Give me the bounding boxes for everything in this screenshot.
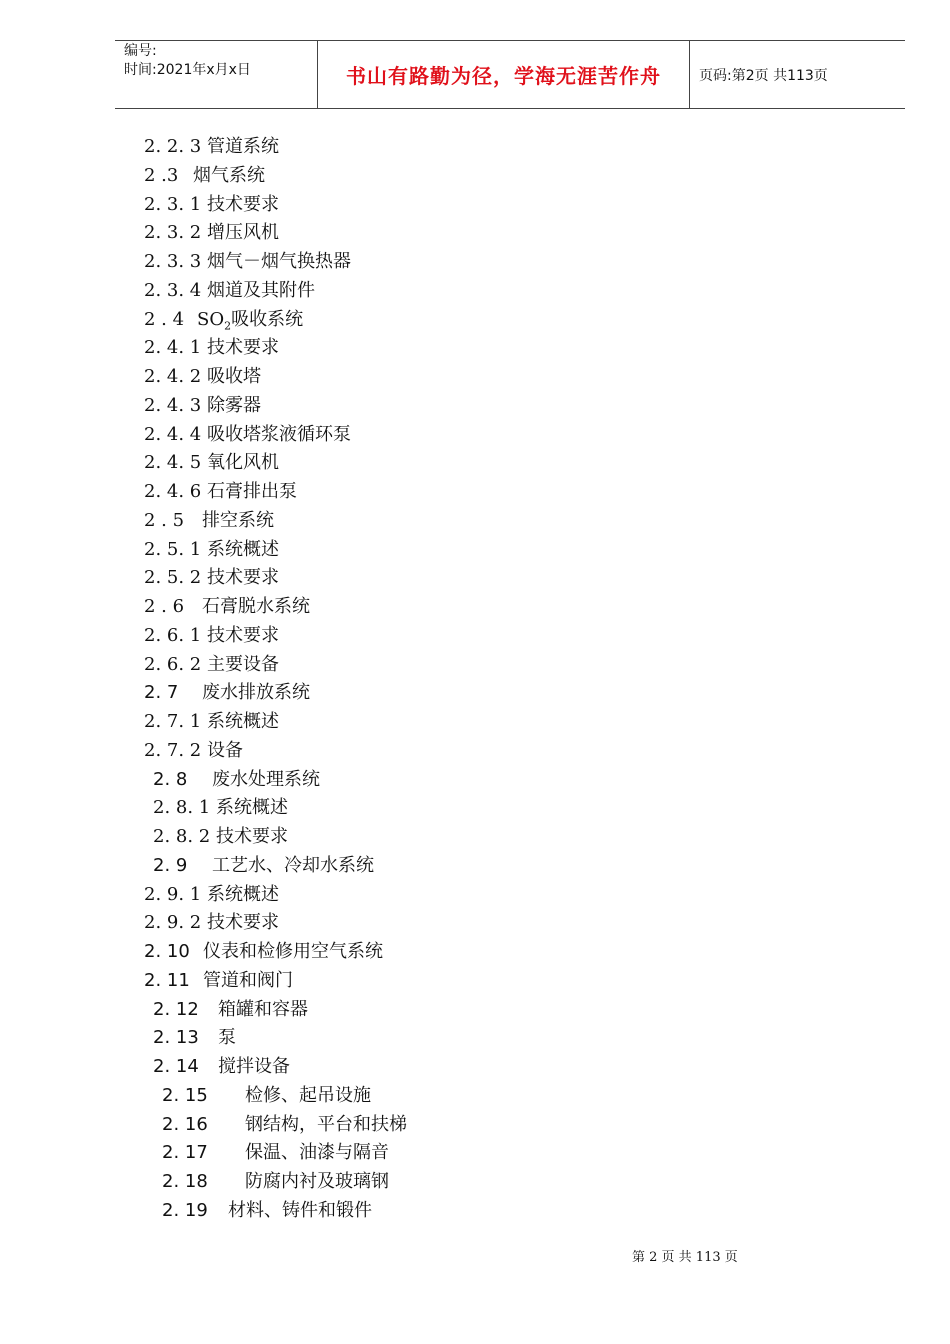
toc-entry	[153, 824, 288, 850]
toc-entry	[144, 537, 279, 563]
toc-entry	[144, 450, 279, 476]
toc-entry-number: 2. 19	[162, 1200, 208, 1221]
toc-entry-title: 系统概述	[207, 884, 279, 905]
toc-entry-number: 2. 2. 3	[144, 136, 202, 157]
toc-entry-title: 搅拌设备	[218, 1056, 290, 1077]
toc-entry-title: 工艺水、冷却水系统	[212, 855, 374, 876]
toc-entry	[153, 795, 288, 821]
toc-entry-title: 技术要求	[207, 567, 279, 588]
toc-entry	[144, 393, 261, 419]
page-footer: 第 2 页 共 113 页	[632, 1250, 738, 1265]
toc-entry-number: 2. 9	[153, 855, 188, 876]
header-motto: 书山有路勤为径，学海无涯苦作舟	[317, 41, 690, 108]
toc-entry-title: 仪表和检修用空气系统	[203, 941, 383, 962]
toc-entry-number: 2. 3. 3	[144, 251, 202, 272]
toc-entry-title: 技术要求	[207, 912, 279, 933]
toc-entry	[162, 1112, 407, 1138]
toc-entry-number: 2. 12	[153, 999, 199, 1020]
toc-entry-title: 石膏排出泵	[207, 481, 297, 502]
toc-entry-number: 2. 9. 1	[144, 884, 202, 905]
document-number-label: 编号:	[124, 43, 157, 59]
toc-entry	[144, 134, 279, 160]
toc-entry-title: 技术要求	[207, 194, 279, 215]
toc-entry	[144, 192, 279, 218]
toc-entry-title: 增压风机	[207, 222, 279, 243]
toc-entry-number: 2. 4. 1	[144, 337, 202, 358]
toc-entry-title: 废水处理系统	[212, 769, 320, 790]
toc-entry-title: 管道系统	[207, 136, 279, 157]
toc-entry-number: 2. 7. 1	[144, 711, 202, 732]
toc-entry	[153, 1025, 236, 1051]
toc-entry-number: 2. 6. 1	[144, 625, 202, 646]
toc-entry-number: 2. 7. 2	[144, 740, 202, 761]
toc-entry	[144, 968, 293, 994]
toc-entry-title: 钢结构，平台和扶梯	[245, 1114, 407, 1135]
header-page-number: 页码:第2页 共113页	[699, 67, 828, 84]
toc-entry-title: 系统概述	[216, 797, 288, 818]
toc-entry-number: 2. 8. 1	[153, 797, 211, 818]
toc-entry	[162, 1169, 389, 1195]
toc-entry-number: 2 .3	[144, 165, 179, 186]
header-meta	[115, 41, 317, 108]
toc-entry-title: 排空系统	[202, 510, 274, 531]
toc-entry-number: 2. 4. 5	[144, 452, 202, 473]
toc-entry-number: 2. 7	[144, 682, 179, 703]
toc-entry	[153, 853, 374, 879]
toc-entry	[144, 479, 297, 505]
toc-entry	[144, 249, 351, 275]
toc-entry-number: 2. 8	[153, 769, 188, 790]
toc-entry-title: 管道和阀门	[203, 970, 293, 991]
toc-entry-title-part: 吸收系统	[231, 309, 304, 330]
toc-entry-title: 技术要求	[207, 337, 279, 358]
toc-entry-title: 吸收塔	[207, 366, 261, 387]
toc-entry-title: 氧化风机	[207, 452, 279, 473]
toc-entry-title: 石膏脱水系统	[202, 596, 310, 617]
toc-entry-number: 2. 15	[162, 1085, 208, 1106]
toc-entry-number: 2 . 4	[144, 309, 185, 330]
toc-entry-title: 泵	[218, 1027, 236, 1048]
toc-entry	[144, 278, 315, 304]
toc-entry-number: 2. 13	[153, 1027, 199, 1048]
toc-entry-title: 系统概述	[207, 711, 279, 732]
toc-entry-title: 箱罐和容器	[218, 999, 308, 1020]
toc-entry-title: 材料、铸件和锻件	[228, 1200, 372, 1221]
toc-entry-number: 2. 16	[162, 1114, 208, 1135]
toc-entry-number: 2 . 5	[144, 510, 185, 531]
toc-entry-number: 2 . 6	[144, 596, 185, 617]
toc-entry	[144, 422, 351, 448]
toc-entry-title: 技术要求	[207, 625, 279, 646]
toc-entry-number: 2. 4. 4	[144, 424, 202, 445]
toc-entry-number: 2. 6. 2	[144, 654, 202, 675]
toc-entry	[162, 1083, 371, 1109]
toc-entry	[153, 1054, 290, 1080]
page-header	[115, 40, 905, 109]
toc-entry	[153, 997, 308, 1023]
toc-entry-number: 2. 17	[162, 1142, 208, 1163]
toc-entry	[144, 652, 279, 678]
toc-entry-title: 烟气系统	[193, 165, 265, 186]
toc-entry-number: 2. 14	[153, 1056, 199, 1077]
toc-entry	[144, 680, 310, 706]
toc-entry-title: 保温、油漆与隔音	[245, 1142, 389, 1163]
toc-entry	[144, 220, 279, 246]
toc-entry-title: 吸收塔浆液循环泵	[207, 424, 351, 445]
toc-entry-title: 技术要求	[216, 826, 288, 847]
toc-entry-title: 系统概述	[207, 539, 279, 560]
toc-entry	[144, 594, 310, 620]
toc-entry-title: 防腐内衬及玻璃钢	[245, 1171, 389, 1192]
toc-entry	[144, 882, 279, 908]
toc-entry-number: 2. 18	[162, 1171, 208, 1192]
toc-entry-title: 设备	[207, 740, 243, 761]
toc-entry	[144, 364, 261, 390]
toc-entry-number: 2. 4. 2	[144, 366, 202, 387]
toc-entry-number: 2. 4. 3	[144, 395, 202, 416]
toc-entry-number: 2. 5. 1	[144, 539, 202, 560]
toc-entry-title: 主要设备	[207, 654, 279, 675]
toc-entry-title: 烟气－烟气换热器	[207, 251, 351, 272]
toc-entry-number: 2. 4. 6	[144, 481, 202, 502]
toc-entry	[144, 623, 279, 649]
document-time-label: 时间:2021年x月x日	[124, 62, 251, 78]
toc-entry-number: 2. 11	[144, 970, 190, 991]
toc-entry-number: 2. 8. 2	[153, 826, 211, 847]
toc-entry-title-subscript: 2	[224, 319, 232, 333]
toc-entry	[144, 709, 279, 735]
toc-entry-title: 除雾器	[207, 395, 261, 416]
toc-entry	[144, 163, 265, 189]
toc-entry-number: 2. 3. 1	[144, 194, 202, 215]
toc-entry	[153, 767, 320, 793]
toc-entry	[162, 1140, 389, 1166]
toc-entry-title: 烟道及其附件	[207, 280, 315, 301]
toc-entry-title: 废水排放系统	[202, 682, 310, 703]
toc-entry-title-part: SO	[197, 309, 225, 330]
toc-entry	[162, 1198, 372, 1224]
toc-entry-number: 2. 3. 2	[144, 222, 202, 243]
toc-entry	[144, 508, 274, 534]
toc-entry-number: 2. 5. 2	[144, 567, 202, 588]
toc-entry-title: 检修、起吊设施	[245, 1085, 371, 1106]
toc-entry-number: 2. 3. 4	[144, 280, 202, 301]
toc-entry	[144, 939, 383, 965]
toc-entry	[144, 738, 243, 764]
toc-entry-number: 2. 10	[144, 941, 190, 962]
toc-entry	[144, 335, 279, 361]
toc-entry	[144, 910, 279, 936]
toc-entry-number: 2. 9. 2	[144, 912, 202, 933]
toc-entry	[144, 565, 279, 591]
